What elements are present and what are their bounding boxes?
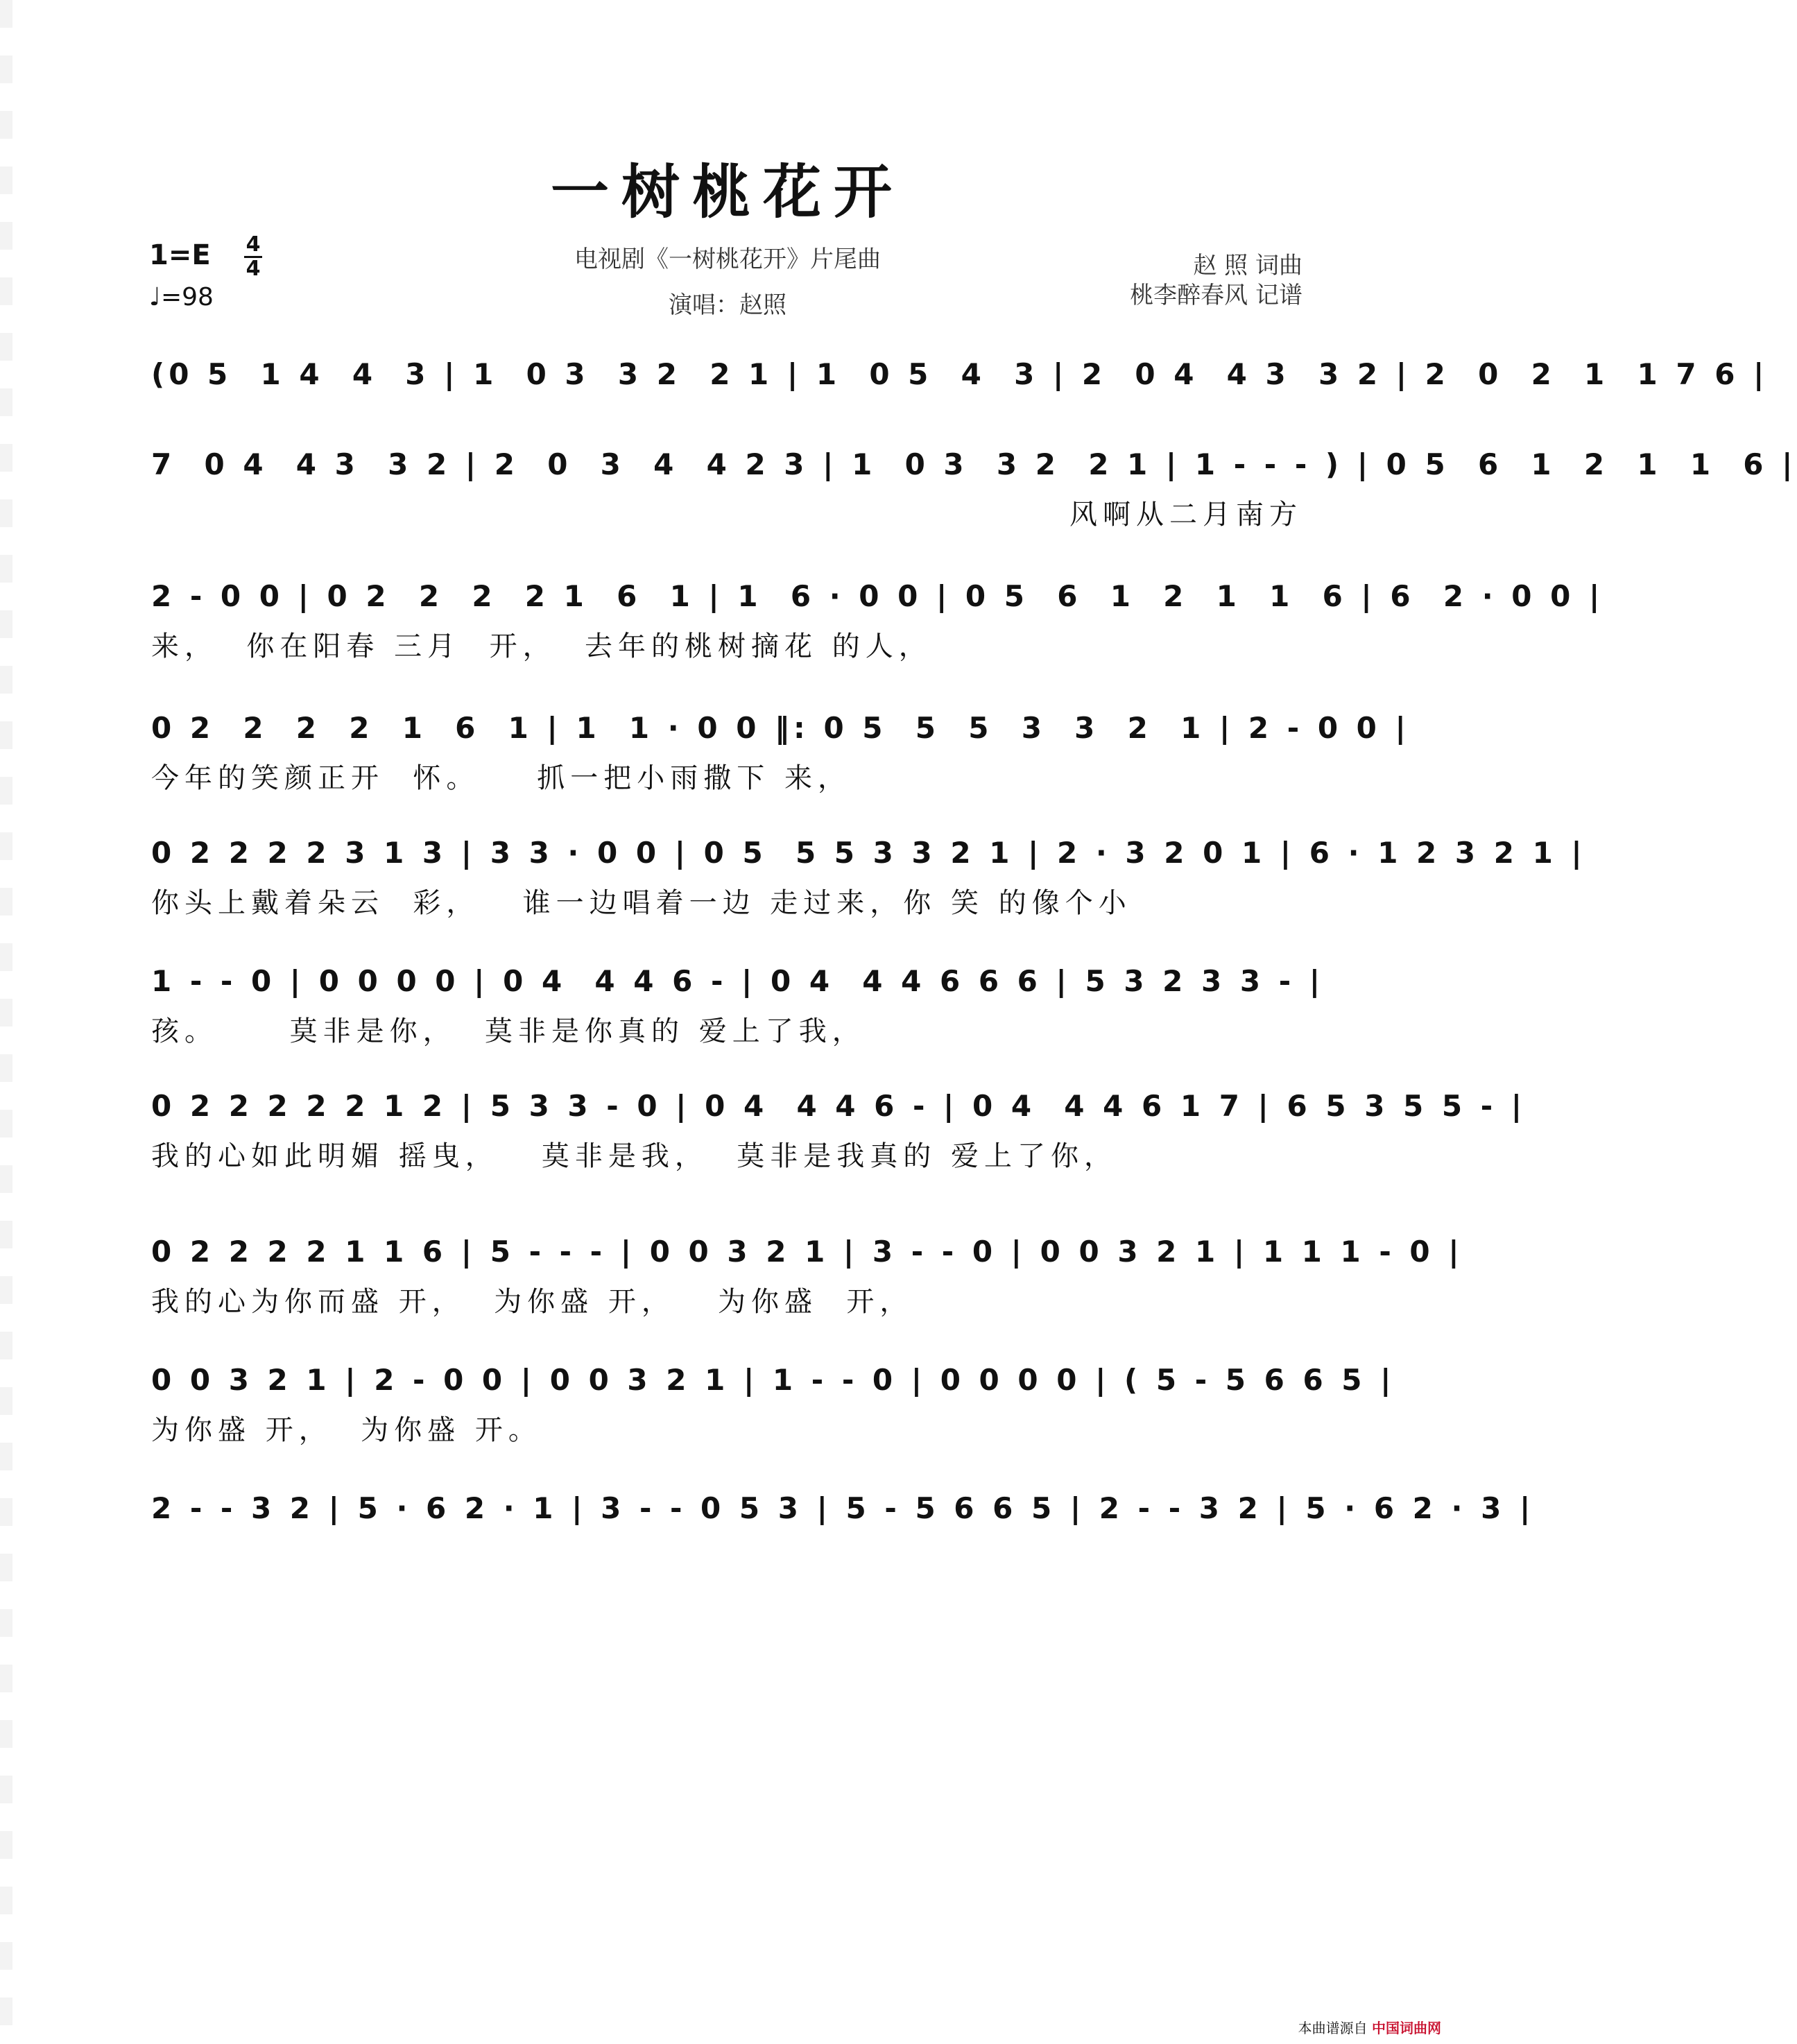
notes-text: 0 2 2 2 2 2 1 2 | 5 3 3 - 0 | 0 4 4 4 6 - | 0 4 4 4 6 1 7 | 6 5 3 5 5 - | bbox=[151, 1089, 1527, 1123]
jianpu-notes bbox=[151, 832, 1586, 874]
lyrics-line: 风啊从二月南方 bbox=[1069, 499, 1302, 531]
time-signature-bottom: 4 bbox=[246, 257, 261, 281]
score-row-2 bbox=[151, 444, 1797, 532]
score-row-7 bbox=[151, 1085, 1527, 1174]
notes-text: (0 5 1 4 4 3 | 1 0 3 3 2 2 1 | 1 0 5 4 3 | 2 0 4 4 3 3 2 | 2 0 2 1 1 7 6 | bbox=[151, 357, 1769, 391]
notes-text: 1 - - 0 | 0 0 0 0 | 0 4 4 4 6 - | 0 4 4 4 6 6 6 | 5 3 2 3 3 - | bbox=[151, 964, 1325, 998]
notes-text: 0 2 2 2 2 1 1 6 | 5 - - - | 0 0 3 2 1 | 3 - - 0 | 0 0 3 2 1 | 1 1 1 - 0 | bbox=[151, 1235, 1463, 1269]
score-row-1 bbox=[151, 354, 1769, 402]
notes-text: 0 2 2 2 2 1 6 1 | 1 1 · 0 0 ‖: 0 5 5 5 3 3 2 1 | 2 - 0 0 | bbox=[151, 711, 1410, 745]
jianpu-notes bbox=[151, 444, 1797, 486]
jianpu-notes bbox=[151, 576, 1604, 617]
tempo-marking: ♩=98 bbox=[149, 283, 214, 311]
notes-text: 7 0 4 4 3 3 2 | 2 0 3 4 4 2 3 | 1 0 3 3 2 2 1 | 1 - - - ) | 0 5 6 1 2 1 1 6 | bbox=[151, 447, 1797, 481]
jianpu-notes bbox=[151, 1359, 1395, 1401]
lyrics-line: 我的心如此明媚 摇曳， 莫非是我， 莫非是我真的 爱上了你， bbox=[151, 1140, 1118, 1172]
jianpu-notes bbox=[151, 707, 1410, 749]
notes-text: 0 0 3 2 1 | 2 - 0 0 | 0 0 3 2 1 | 1 - - 0 | 0 0 0 0 | ( 5 - 5 6 6 5 | bbox=[151, 1363, 1395, 1397]
lyrics-line: 你头上戴着朵云 彩， 谁一边唱着一边 走过来，你 笑 的像个小 bbox=[151, 887, 1132, 919]
score-row-3 bbox=[151, 576, 1604, 664]
lyrics-line: 为你盛 开， 为你盛 开。 bbox=[151, 1414, 542, 1446]
score-row-10 bbox=[151, 1488, 1535, 1536]
lyrics-line: 今年的笑颜正开 怀。 抓一把小雨撒下 来， bbox=[151, 762, 852, 794]
lyrics-line: 孩。 莫非是你， 莫非是你真的 爱上了我， bbox=[151, 1015, 866, 1047]
notes-text: 2 - 0 0 | 0 2 2 2 2 1 6 1 | 1 6 · 0 0 | 0 5 6 1 2 1 1 6 | 6 2 · 0 0 | bbox=[151, 579, 1604, 613]
score-row-6 bbox=[151, 961, 1325, 1049]
notes-text: 2 - - 3 2 | 5 · 6 2 · 1 | 3 - - 0 5 3 | 5 - 5 6 6 5 | 2 - - 3 2 | 5 · 6 2 · 3 | bbox=[151, 1491, 1535, 1525]
score-row-9 bbox=[151, 1359, 1395, 1448]
jianpu-notes bbox=[151, 961, 1325, 1002]
score-row-4 bbox=[151, 707, 1410, 796]
lyrics-line: 来， 你在阳春 三月 开， 去年的桃树摘花 的人， bbox=[151, 630, 932, 662]
transcriber-credit: 桃李醉春风 记谱 bbox=[1130, 282, 1302, 309]
jianpu-notes bbox=[151, 1085, 1527, 1127]
subtitle: 电视剧《一树桃花开》片尾曲 bbox=[574, 246, 881, 273]
page-title: 一树桃花开 bbox=[550, 157, 904, 226]
footer-source-label: 本曲谱源自 bbox=[1298, 2020, 1368, 2036]
key-signature: 1=E bbox=[149, 239, 211, 271]
performer-credit: 演唱：赵照 bbox=[669, 291, 786, 319]
jianpu-notes bbox=[151, 1488, 1535, 1529]
notes-text: 0 2 2 2 2 3 1 3 | 3 3 · 0 0 | 0 5 5 5 3 3 2 1 | 2 · 3 2 0 1 | 6 · 1 2 3 2 1 | bbox=[151, 836, 1586, 870]
score-row-5 bbox=[151, 832, 1586, 920]
time-signature-top: 4 bbox=[246, 232, 261, 257]
jianpu-notes bbox=[151, 354, 1769, 395]
lyricist-composer-credit: 赵 照 词曲 bbox=[1193, 252, 1302, 280]
jianpu-notes bbox=[151, 1231, 1463, 1273]
footer-brand: 中国词曲网 bbox=[1372, 2020, 1441, 2036]
score-row-8 bbox=[151, 1231, 1463, 1319]
footer-source bbox=[1298, 2017, 1441, 2037]
lyrics-line: 我的心为你而盛 开， 为你盛 开， 为你盛 开， bbox=[151, 1286, 913, 1318]
